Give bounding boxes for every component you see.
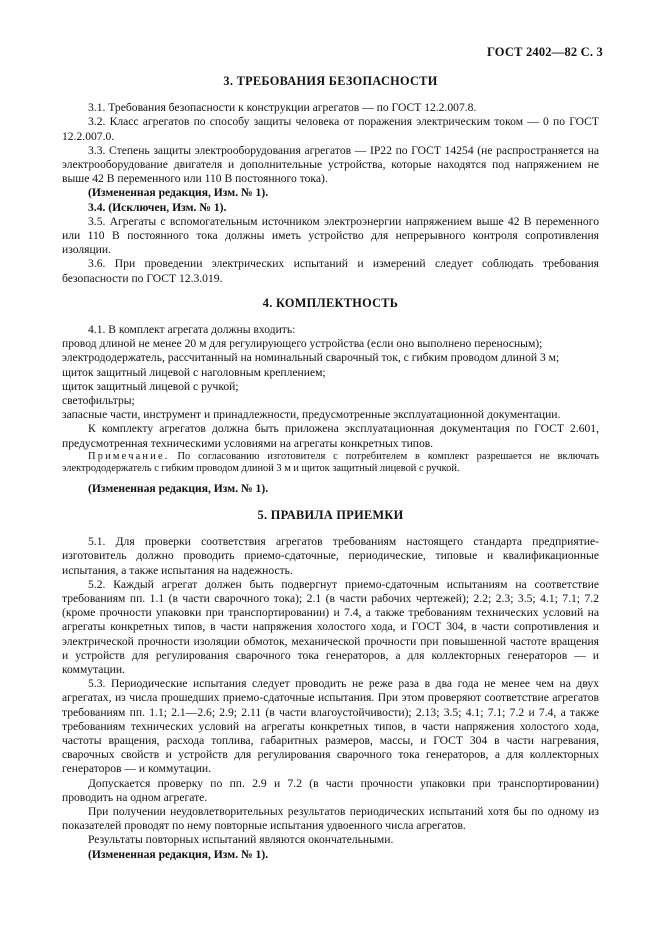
amendment-note: (Измененная редакция, Изм. № 1). [88, 186, 269, 200]
note-label: Примечание. [88, 450, 170, 462]
clause-4-1: 4.1. В комплект агрегата должны входить: [88, 323, 296, 337]
clause-3-3: 3.3. Степень защиты электрооборудования агрегатов — IP22 по ГОСТ 14254 (не распространяется на электрооборудование двигателя и дополнительные устройства, которые находятся под напряжением не выше 42 В переменного или 110 В постоянного тока). [62, 143, 599, 186]
clause-3-5: 3.5. Агрегаты с вспомогательным источником электроэнергии напряжением выше 42 В переменного или 110 В постоянного тока должны иметь устройство для непрерывного контроля сопротивления изоляции. [62, 214, 599, 257]
list-item: запасные части, инструмент и принадлежности, предусмотренные эксплуатационной документации. [62, 408, 561, 422]
clause-4-documentation: К комплекту агрегатов должна быть приложена эксплуатационная документация по ГОСТ 2.601, предусмотренная техническими условиями на агрегаты конкретных типов. [62, 422, 599, 450]
list-item: щиток защитный лицевой с наголовным креплением; [62, 365, 326, 379]
section-5-title: 5. ПРАВИЛА ПРИЕМКИ [257, 507, 404, 522]
section-4-title: 4. КОМПЛЕКТНОСТЬ [262, 295, 399, 310]
document-body [62, 74, 599, 862]
amendment-note: (Измененная редакция, Изм. № 1). [88, 847, 269, 861]
clause-3-4: 3.4. (Исключен, Изм. № 1). [88, 200, 227, 214]
clause-3-2: 3.2. Класс агрегатов по способу защиты человека от поражения электрическим током — 0 по ГОСТ 12.2.007.0. [62, 115, 599, 143]
clause-3-6: 3.6. При проведении электрических испытаний и измерений следует соблюдать требования безопасности по ГОСТ 12.3.019. [62, 257, 599, 285]
clause-5-2: 5.2. Каждый агрегат должен быть подвергнут приемо-сдаточным испытаниям на соответствие требованиям пп. 1.1 (в части сварочного тока); 2.1 (в части рабочих чертежей); 2.2; 2.3; 3.5; 4.1; 7.1; 7.2 (кроме прочности упаковки при транспортировании) и 7.4, а также требованиям технических условий на агрегаты конкретных типов, в части напряжения холостого хода, и ГОСТ 304, в части сопротивления и электрической прочности изоляции обмоток, механической прочности при повышенной частоте вращения и устройств для регулирования сварочного тока генераторов, а для коллекторных генераторов — и коммутации. [62, 577, 599, 676]
page-header: ГОСТ 2402—82 С. 3 [486, 45, 603, 59]
note-text: По согласованию изготовителя с потребителем в комплект разрешается не включать электрододержатель с гибким проводом длиной 3 м и щиток защитный лицевой с ручкой. [62, 450, 599, 475]
amendment-note: (Измененная редакция, Изм. № 1). [88, 481, 269, 495]
clause-5-3: 5.3. Периодические испытания следует проводить не реже раза в два года не менее чем на двух агрегатах, из числа прошедших приемо-сдаточные испытания. При этом проверяют соответствие агрегатов требованиям пп. 1.1; 2.1—2.6; 2.9; 2.11 (в части влагоустойчивости); 2.13; 3.5; 4.1; 7.1; 7.2 и 7.4, а также требованиям технических условий на агрегаты конкретных типов, в части напряжения холостого хода, частоты вращения, расхода топлива, габаритных размеров, массы, и ГОСТ 304 в части нагревания, сварочных свойств и устройств для регулирования сварочного тока генераторов, а для коллекторных генераторов — и коммутации. [62, 677, 599, 776]
clause-5-3-single-unit: Допускается проверку по пп. 2.9 и 7.2 (в части прочности упаковки при транспортировании) проводить на одном агрегате. [62, 776, 599, 804]
clause-3-1: 3.1. Требования безопасности к конструкции агрегатов — по ГОСТ 12.2.007.8. [88, 101, 477, 115]
list-item: светофильтры; [62, 394, 135, 408]
note [62, 451, 599, 476]
clause-5-3-final: Результаты повторных испытаний являются окончательными. [88, 833, 394, 847]
section-3-title: 3. ТРЕБОВАНИЯ БЕЗОПАСНОСТИ [223, 74, 438, 88]
clause-5-1: 5.1. Для проверки соответствия агрегатов требованиям настоящего стандарта предприятие-изготовитель должно проводить приемо-сдаточные, периодические, типовые и квалификационные испытания, а также испытания на надежность. [62, 535, 599, 577]
list-item: щиток защитный лицевой с ручкой; [62, 379, 239, 393]
list-item: провод длиной не менее 20 м для регулирующего устройства (если оно выполнено переносным); [62, 337, 543, 351]
clause-5-3-retest: При получении неудовлетворительных результатов периодических испытаний хотя бы по одному из показателей проводят по нему повторные испытания удвоенного числа агрегатов. [62, 804, 599, 833]
list-item: электрододержатель, рассчитанный на номинальный сварочный ток, с гибким проводом длиной 3 м; [62, 351, 560, 365]
